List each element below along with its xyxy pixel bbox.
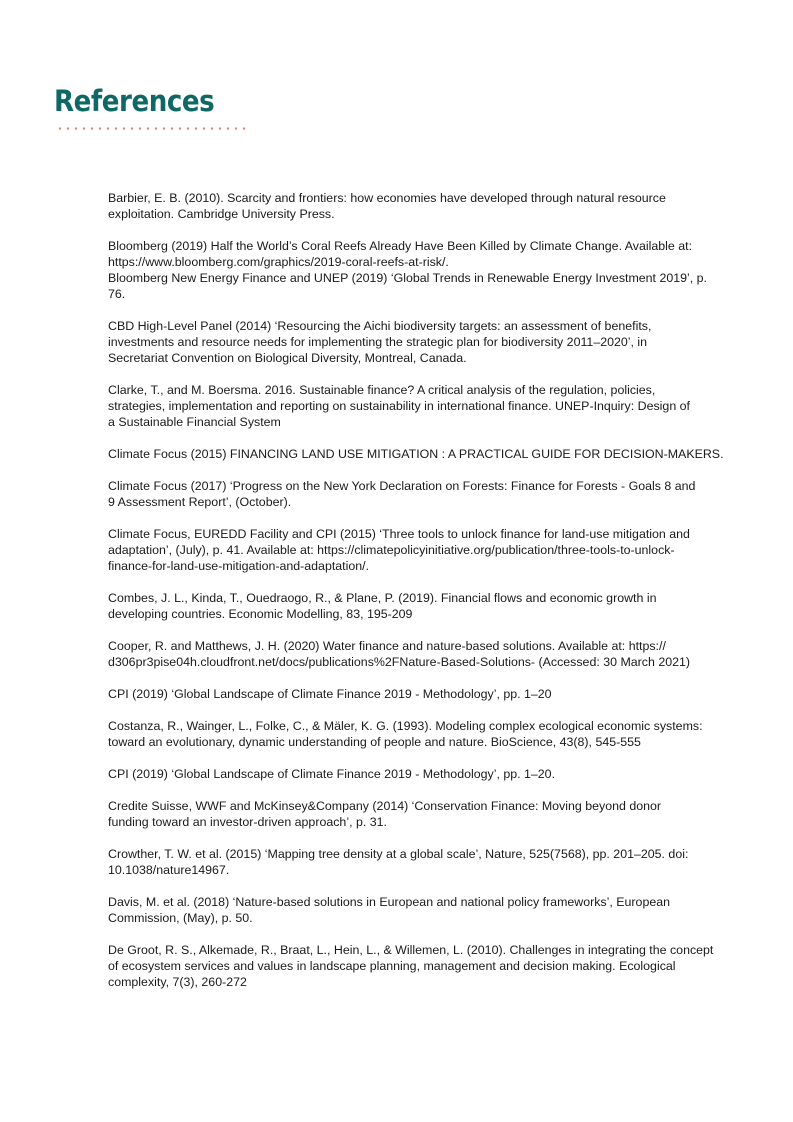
reference-line: developing countries. Economic Modelling, 83, 195-209: [108, 607, 413, 621]
reference-line: a Sustainable Financial System: [108, 415, 281, 429]
reference-item: [108, 590, 742, 622]
reference-list: [108, 190, 742, 1006]
reference-item: [108, 638, 742, 670]
reference-line: Barbier, E. B. (2010). Scarcity and frontiers: how economies have developed through natural resource: [108, 191, 666, 205]
reference-item: [108, 718, 742, 750]
reference-line: Climate Focus (2017) ‘Progress on the New York Declaration on Forests: Finance for Forests - Goals 8 and: [108, 479, 696, 493]
reference-line: of ecosystem services and values in landscape planning, management and decision making. Ecological: [108, 959, 676, 973]
reference-line: 9 Assessment Report’, (October).: [108, 495, 292, 509]
reference-line: adaptation’, (July), p. 41. Available at: https://climatepolicyinitiative.org/publication/three-tools-to-unlock-: [108, 543, 675, 557]
reference-line: exploitation. Cambridge University Press.: [108, 207, 335, 221]
page-title: References: [54, 84, 215, 118]
reference-item: [108, 238, 742, 302]
reference-line: funding toward an investor-driven approach’, p. 31.: [108, 815, 387, 829]
reference-line: investments and resource needs for implementing the strategic plan for biodiversity 2011–2020’, in: [108, 335, 648, 349]
reference-line: complexity, 7(3), 260-272: [108, 975, 247, 989]
reference-item: [108, 686, 742, 702]
reference-line: Combes, J. L., Kinda, T., Ouedraogo, R., & Plane, P. (2019). Financial flows and economic growth in: [108, 591, 657, 605]
reference-line: Crowther, T. W. et al. (2015) ‘Mapping tree density at a global scale’, Nature, 525(7568), pp. 201–205. doi:: [108, 847, 689, 861]
reference-line: toward an evolutionary, dynamic understanding of people and nature. BioScience, 43(8), 545-555: [108, 735, 641, 749]
title-dotted-underline: [56, 127, 246, 130]
reference-line: Climate Focus, EUREDD Facility and CPI (2015) ‘Three tools to unlock finance for land-use mitigation and: [108, 527, 690, 541]
reference-item: [108, 798, 742, 830]
reference-item: [108, 894, 742, 926]
reference-line: finance-for-land-use-mitigation-and-adaptation/.: [108, 559, 370, 573]
reference-line: Climate Focus (2015) FINANCING LAND USE MITIGATION : A PRACTICAL GUIDE FOR DECISION-MAKERS.: [108, 447, 724, 461]
reference-item: [108, 942, 742, 990]
reference-line: 76.: [108, 287, 126, 301]
reference-line: De Groot, R. S., Alkemade, R., Braat, L., Hein, L., & Willemen, L. (2010). Challenges in integrating the concept: [108, 943, 714, 957]
reference-item: [108, 318, 742, 366]
reference-line: CPI (2019) ‘Global Landscape of Climate Finance 2019 - Methodology’, pp. 1–20.: [108, 767, 556, 781]
reference-line: Costanza, R., Wainger, L., Folke, C., & Mäler, K. G. (1993). Modeling complex ecological economic systems:: [108, 719, 703, 733]
reference-line: CPI (2019) ‘Global Landscape of Climate Finance 2019 - Methodology’, pp. 1–20: [108, 687, 552, 701]
reference-line: CBD High-Level Panel (2014) ‘Resourcing the Aichi biodiversity targets: an assessment of benefits,: [108, 319, 652, 333]
reference-item: [108, 190, 742, 222]
reference-item: [108, 382, 742, 430]
reference-line: 10.1038/nature14967.: [108, 863, 230, 877]
reference-line: Bloomberg New Energy Finance and UNEP (2019) ‘Global Trends in Renewable Energy Investment 2019’, p.: [108, 271, 707, 285]
reference-item: [108, 446, 742, 462]
reference-line: strategies, implementation and reporting on sustainability in international finance. UNEP-Inquiry: Design of: [108, 399, 690, 413]
reference-item: [108, 766, 742, 782]
reference-line: Commission, (May), p. 50.: [108, 911, 253, 925]
reference-item: [108, 846, 742, 878]
reference-line: Clarke, T., and M. Boersma. 2016. Sustainable finance? A critical analysis of the regulation, policies,: [108, 383, 656, 397]
reference-line: Secretariat Convention on Biological Diversity, Montreal, Canada.: [108, 351, 467, 365]
reference-line: Cooper, R. and Matthews, J. H. (2020) Water finance and nature-based solutions. Available at: https://: [108, 639, 666, 653]
reference-line: Bloomberg (2019) Half the World’s Coral Reefs Already Have Been Killed by Climate Change. Available at:: [108, 239, 693, 253]
reference-item: [108, 478, 742, 510]
reference-line: https://www.bloomberg.com/graphics/2019-coral-reefs-at-risk/.: [108, 255, 449, 269]
reference-line: d306pr3pise04h.cloudfront.net/docs/publications%2FNature-Based-Solutions- (Accessed: 30 March 2021): [108, 655, 691, 669]
reference-item: [108, 526, 742, 574]
reference-line: Credite Suisse, WWF and McKinsey&Company (2014) ‘Conservation Finance: Moving beyond donor: [108, 799, 662, 813]
reference-line: Davis, M. et al. (2018) ‘Nature-based solutions in European and national policy frameworks’, European: [108, 895, 671, 909]
